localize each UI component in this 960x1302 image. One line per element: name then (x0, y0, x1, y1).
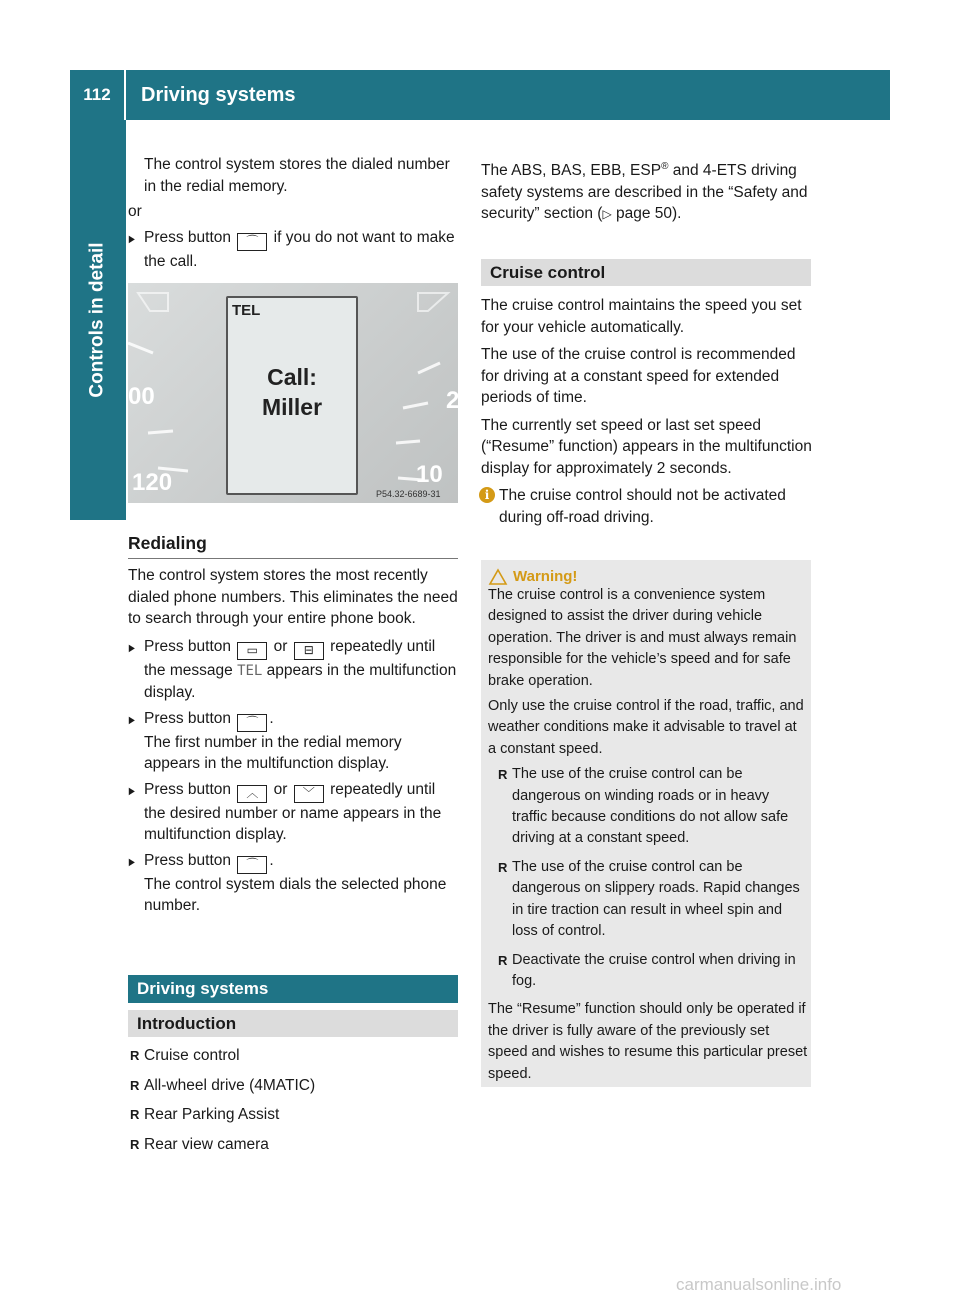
warning-header (489, 568, 577, 585)
step: ▶ Press button ⌒ . The control system dials the selected phone number. (128, 850, 460, 917)
list-item: R Cruise control (128, 1045, 460, 1067)
image-code: P54.32-6689-31 (376, 489, 441, 499)
paragraph: The control system stores the most recently dialed phone numbers. This eliminates the need to search through your entire phone book. (128, 567, 458, 627)
warning-triangle-icon (489, 569, 507, 585)
paragraph: The use of the cruise control is recommended for driving at a constant speed for extended periods of time. (481, 346, 796, 406)
step: ▶ Press button ▭ or ⊟ repeatedly until the message TEL appears in the multifunction display. (128, 636, 460, 704)
step: ▶ Press button ⌒ . The first number in the redial memory appears in the multifunction display. (128, 708, 460, 775)
or-text: or (128, 203, 142, 220)
warning-box (481, 560, 811, 1087)
section-heading-driving-systems: Driving systems (128, 975, 458, 1003)
paragraph: The ABS, BAS, EBB, ESP® and 4-ETS driving safety systems are described in the “Safety and security” section (▷ page 50). (481, 161, 808, 223)
page-number: 112 (70, 70, 126, 120)
subheading-introduction: Introduction (128, 1010, 458, 1037)
page-title: Driving systems (141, 83, 296, 106)
right-column (481, 156, 813, 232)
warning-body (488, 585, 808, 1085)
display-back-button-icon: ⊟ (294, 642, 324, 660)
gauge-number: 120 (132, 469, 173, 496)
cluster-display-image (128, 283, 458, 503)
arrow-up-icon: ︿ (237, 785, 267, 803)
info-icon: i (479, 487, 495, 503)
multifunction-display (226, 296, 358, 495)
sidebar-label: Controls in detail (87, 242, 108, 398)
info-note: i The cruise control should not be activated during off-road driving. (481, 485, 813, 528)
page-ref-arrow-icon: ▷ (602, 207, 612, 222)
gauge-number: 00 (128, 383, 155, 410)
watermark: carmanualsonline.info (676, 1275, 842, 1294)
phone-call-icon: ⌒ (237, 856, 267, 874)
end-call-icon: ⌒ (237, 233, 267, 251)
redialing-heading: Redialing (128, 533, 458, 559)
intro-list (128, 1045, 460, 1163)
list-item: R The use of the cruise control can be dangerous on slippery roads. Rapid changes in tire traction can result in wheel spin and loss of control. (496, 857, 808, 943)
arrow-down-icon: ﹀ (294, 785, 324, 803)
list-item: R Rear Parking Assist (128, 1104, 460, 1126)
list-item: R The use of the cruise control can be dangerous on winding roads or in heavy traffic because conditions do not allow safe driving at a constant speed. (496, 764, 808, 850)
phone-call-icon: ⌒ (237, 714, 267, 732)
list-item: R Rear view camera (128, 1134, 460, 1156)
paragraph: The currently set speed or last set speed (“Resume” function) appears in the multifunction display for approximately 2 seconds. (481, 416, 812, 477)
list-item: R Deactivate the cruise control when driving in fog. (496, 950, 808, 993)
cruise-section (481, 295, 813, 534)
gauge-number: 2 (446, 387, 460, 414)
list-item: R All-wheel drive (4MATIC) (128, 1075, 460, 1097)
subheading-cruise-control: Cruise control (481, 259, 811, 286)
warning-title: Warning! (513, 568, 578, 585)
paragraph: The cruise control maintains the speed you set for your vehicle automatically. (481, 297, 802, 336)
gauge-number: 10 (416, 461, 443, 488)
paragraph: The “Resume” function should only be operated if the driver is fully aware of the previously set speed and wishes to resume this particular preset speed. (488, 1001, 808, 1082)
step-end-call: ▶ Press button ⌒ if you do not want to make the call. (128, 227, 460, 273)
display-tel-label: TEL (232, 302, 261, 319)
paragraph: The control system stores the dialed number in the redial memory. (144, 156, 450, 195)
display-call-label: Call: (267, 364, 317, 390)
display-button-icon: ▭ (237, 642, 267, 660)
paragraph: Only use the cruise control if the road, traffic, and weather conditions make it advisable to travel at a constant speed. (488, 698, 804, 757)
redialing-section (128, 565, 460, 921)
display-contact-name: Miller (261, 394, 323, 420)
paragraph: The cruise control is a convenience system designed to assist the driver during vehicle operation. The driver is and must always remain responsible for the vehicle’s speed and for safe brake operation. (488, 587, 797, 689)
step: ▶ Press button ︿ or ﹀ repeatedly until the desired number or name appears in the multifunction display. (128, 779, 460, 846)
left-column (128, 154, 460, 203)
